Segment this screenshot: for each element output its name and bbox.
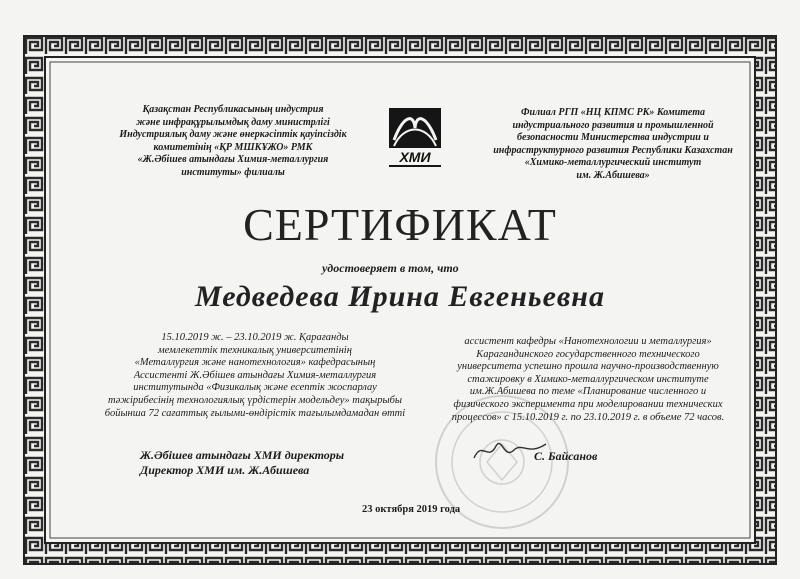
body-left-line: бойынша 72 сағаттық ғылыми-өндірістік тағылымдамадан өтті [104,407,406,419]
logo-text: ХМИ [399,149,431,165]
body-right-line: стажировку в Химико-металлургическом институте [467,373,709,385]
header-left-line: «Ж.Әбішев атындағы Химия-металлургия [137,154,329,165]
body-left-line: Ассистенті Ж.Әбішев атындағы Химия-металлургия [133,369,377,381]
header-left-line: және инфрақұрылымдық даму министрлігі [136,116,330,128]
body-right-line: физического эксперимента при моделировании технических [453,398,723,410]
signer-name: С. Байсанов [534,449,598,463]
certificate-subtitle: удостоверяет в том, что [322,261,459,275]
body-right-line: ассистент кафедры «Нанотехнологии и металлургия» [464,336,712,347]
header-right-line: им. Ж.Абишева» [576,169,650,181]
body-left-line: институтында «Физикалық және есептік жоспарлау [133,382,377,394]
director-title-russian: Директор ХМИ им. Ж.Абишева [140,463,310,477]
director-title-kazakh: Ж.Әбішев атындағы ХМИ директоры [140,448,345,462]
header-left-line: Қазақстан Республикасының индустрия [142,104,324,115]
body-left-line: 15.10.2019 ж. – 23.10.2019 ж. Қарағанды [161,332,349,343]
body-text-russian [428,336,748,424]
body-left-line: мемлекеттік техникалық университетінің [158,344,352,356]
director-title [140,448,400,478]
body-left-line: «Металлургия және нанотехнология» кафедрасының [134,357,376,369]
header-right-line: «Химико-металлургический институт [524,157,702,168]
body-right-line: процессов» с 15.10.2019 г. по 23.10.2019 г. в объеме 72 часов. [451,411,725,423]
body-right-line: им.Ж.Абишева по теме «Планирование численного и [469,386,707,398]
header-right-line: безопасности Министерства индустрии и [517,132,709,143]
header-right-line: инфраструктурного развития Республики Казахстан [493,144,733,156]
recipient-name: Медведева Ирина Евгеньевна [195,280,605,313]
header-left-line: комитетінің «ҚР МШКҰЖО» РМК [153,141,313,153]
header-left-kazakh [98,104,368,179]
certificate-title: СЕРТИФИКАТ [243,199,557,250]
body-text-kazakh [90,332,420,420]
header-left-line: Индустриялық даму және өнеркәсіптік қауіпсіздік [119,129,347,140]
issue-date: 23 октября 2019 года [362,504,461,515]
body-left-line: тәжірибесінің технологиялық үрдістерін модельдеу» тақырыбы [107,394,402,406]
header-right-russian [478,107,748,182]
body-right-line: университета успешно прошла научно-производственную [457,361,719,373]
header-left-line: институты» филиалы [181,166,285,178]
header-right-line: Филиал РГП «НЦ КПМС РК» Комитета [520,107,706,118]
body-right-line: Карагандинского государственного технического [476,348,700,360]
header-right-line: индустриального развития и промышленной [512,119,714,131]
